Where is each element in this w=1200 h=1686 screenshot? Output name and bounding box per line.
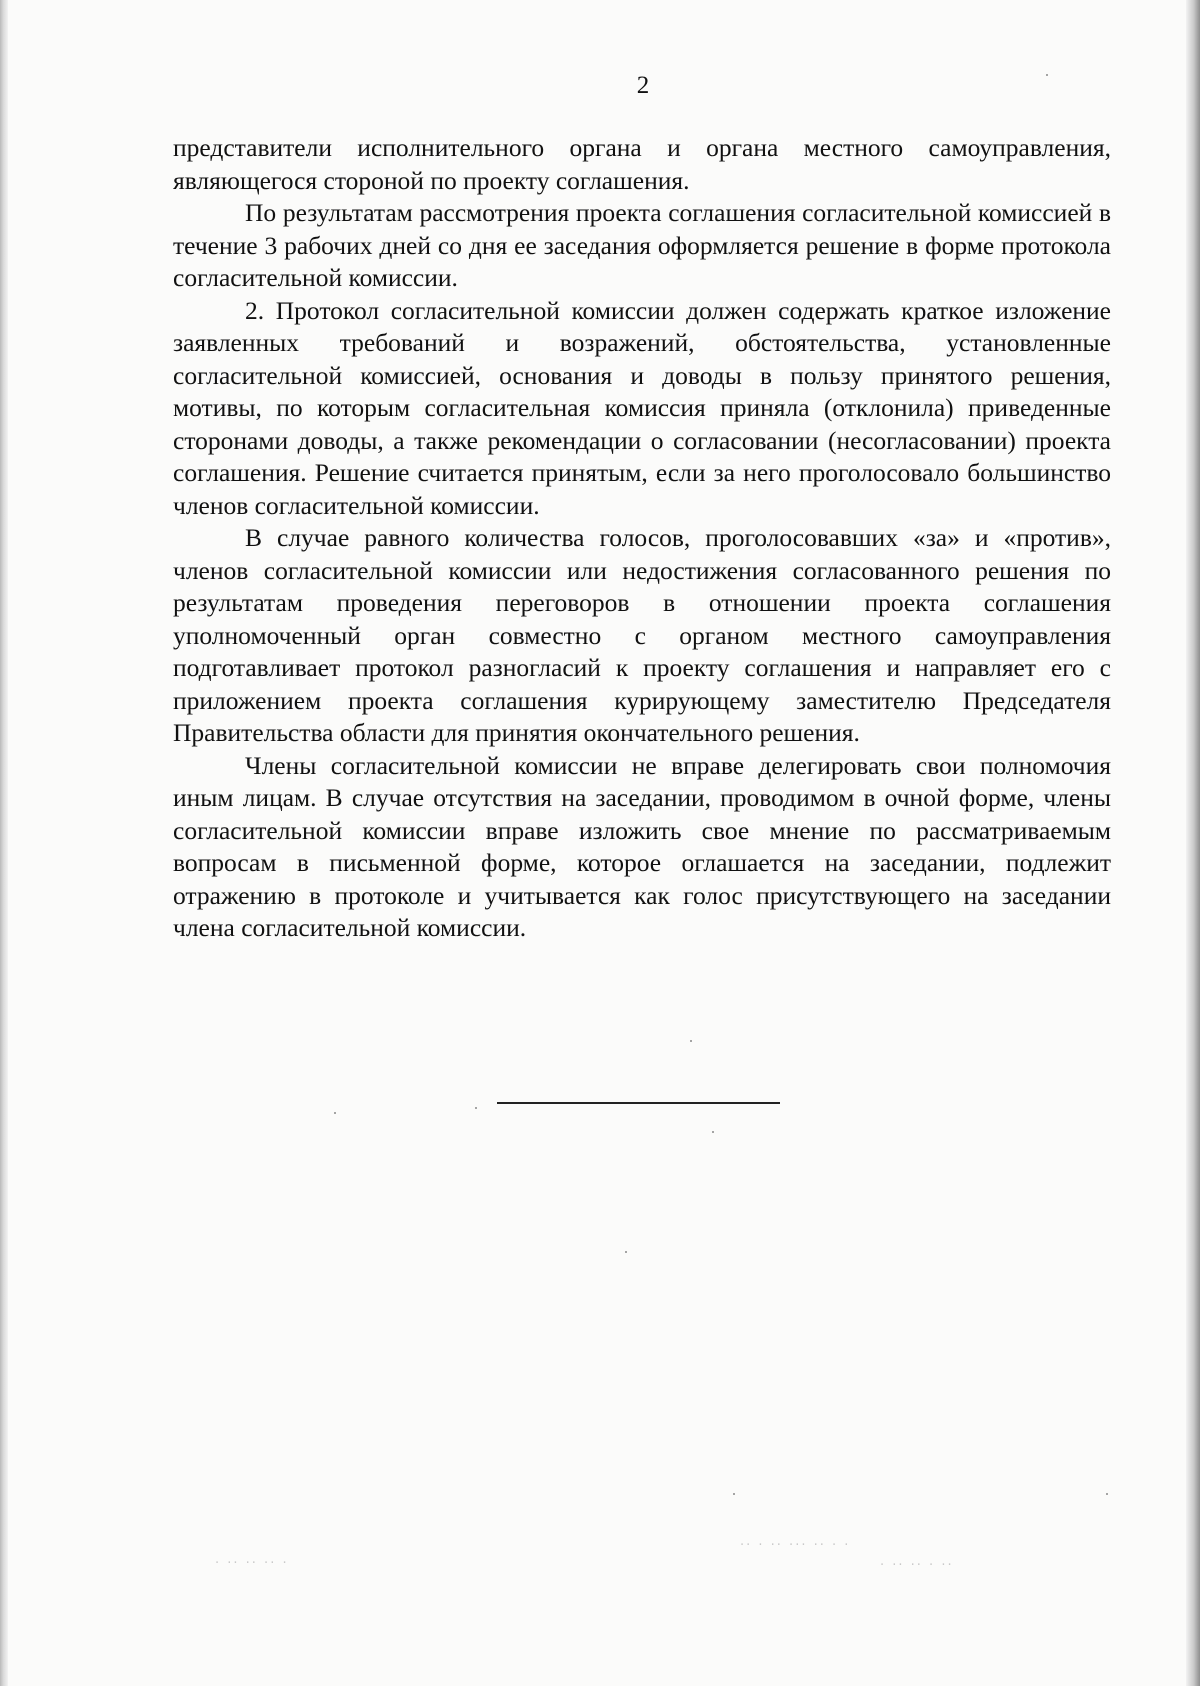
paragraph-4: В случае равного количества голосов, проголосовавших «за» и «против», членов согласительной комиссии или недостижения согласованного решения по результатам проведения переговоров в отношении проекта соглашения уполномоченный орган совместно с органом местного самоуправления подготавливает протокол разногласий к проекту соглашения и направляет его с приложением проекта соглашения курирующему заместителю Председателя Правительства области для принятия окончательного решения. xyxy=(173,523,1111,747)
closing-rule xyxy=(497,1102,780,1104)
paragraph-2: По результатам рассмотрения проекта соглашения согласительной комиссией в течение 3 рабочих дней со дня ее заседания оформляется решение в форме протокола согласительной комиссии. xyxy=(173,198,1111,292)
scan-speck xyxy=(334,1112,336,1114)
scan-right-edge xyxy=(1186,0,1200,1686)
scan-speck xyxy=(712,1131,714,1133)
scan-noise: · ·· ·· · ·· xyxy=(880,1558,954,1573)
paragraph-3: 2. Протокол согласительной комиссии должен содержать краткое изложение заявленных требований и возражений, обстоятельства, установленные согласительной комиссией, основания и доводы в пользу принятого решения, мотивы, по которым согласительная комиссия приняла (отклонила) приведенные сторонами доводы, а также рекомендации о согласовании (несогласовании) проекта соглашения. Решение считается принятым, если за него проголосовало большинство членов согласительной комиссии. xyxy=(173,295,1111,520)
scan-speck xyxy=(1046,74,1048,76)
paragraph-5: Члены согласительной комиссии не вправе делегировать свои полномочия иным лицам. В случае отсутствия на заседании, проводимом в очной форме, члены согласительной комиссии вправе изложить свое мнение по рассматриваемым вопросам в письменной форме, которое оглашается на заседании, подлежит отражению в протоколе и учитывается как голос присутствующего на заседании члена согласительной комиссии. xyxy=(173,750,1111,942)
scan-speck xyxy=(1106,1493,1108,1495)
scan-speck xyxy=(690,1040,692,1042)
scan-speck xyxy=(733,1493,735,1495)
scan-noise: ·· · ·· ··· ·· · · xyxy=(740,1538,851,1553)
document-body xyxy=(173,132,1111,945)
scan-speck xyxy=(475,1107,477,1109)
page-number: 2 xyxy=(636,72,650,99)
scan-left-edge xyxy=(0,0,8,1686)
scan-speck xyxy=(625,1251,627,1253)
paragraph-1: представители исполнительного органа и органа местного самоуправления, являющегося стороной по проекту соглашения. xyxy=(173,133,1111,195)
scan-noise: · ·· ·· ·· · xyxy=(215,1556,289,1571)
